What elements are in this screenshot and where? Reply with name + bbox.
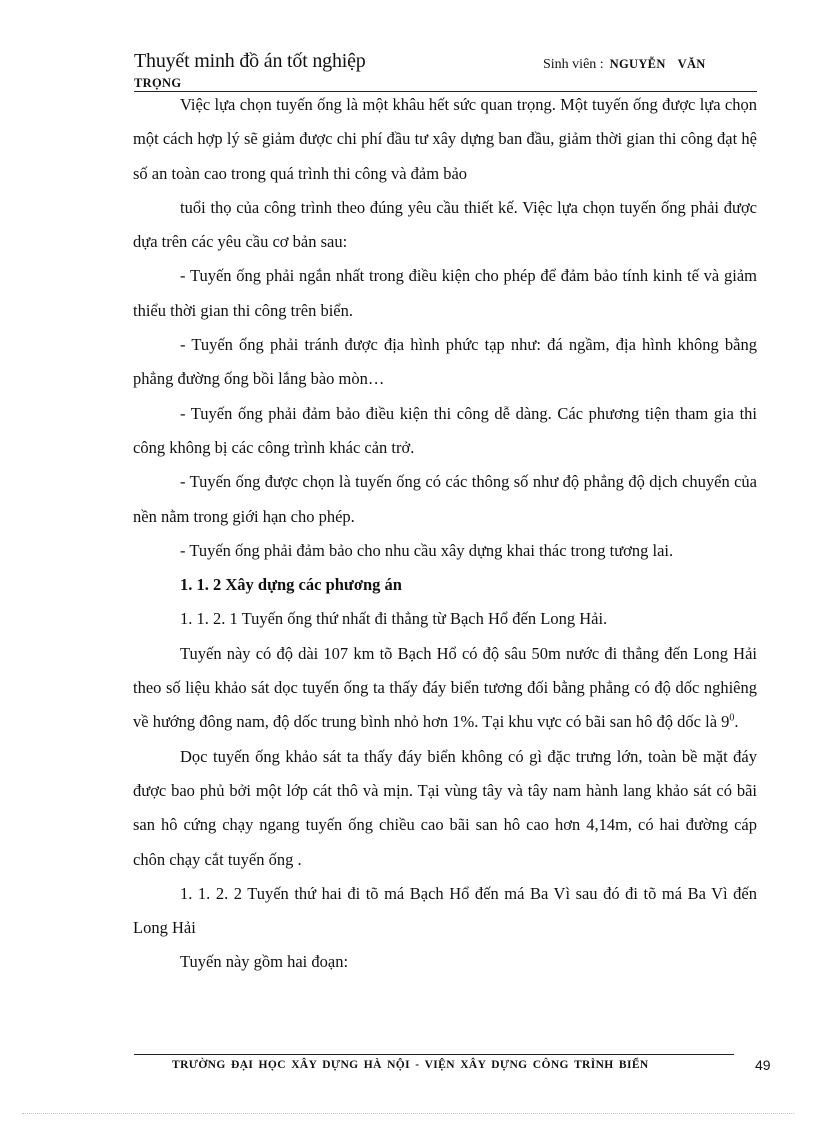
paragraph: - Tuyến ống phải tránh được địa hình phức tạp như: đá ngầm, địa hình không bằng phẳng đường ống bồi lắng bào mòn…: [133, 335, 757, 389]
footer-divider: [134, 1054, 734, 1055]
option1-text: Tuyến này có độ dài 107 km tõ Bạch Hổ có độ sâu 50m nước đi thẳng đến Long Hải theo số liệu khảo sát dọc tuyến ống ta thấy đáy biển tương đối bằng phẳng có độ dốc nghiêng về hướng đông nam, độ dốc trung bình nhỏ hơn 1%. Tại khu vực có bãi san hô độ dốc là 9: [133, 643, 757, 732]
student-name-continuation: TRỌNG: [134, 76, 182, 90]
page-edge-dotted-line: [22, 1113, 794, 1114]
header-student: [543, 57, 706, 73]
page-number: 49: [755, 1057, 771, 1073]
option1-heading: 1. 1. 2. 1 Tuyến ống thứ nhất đi thẳng từ Bạch Hổ đến Long Hải.: [180, 609, 608, 629]
option1-paragraph-2: Dọc tuyến ống khảo sát ta thấy đáy biển không có gì đặc trưng lớn, toàn bề mặt đáy được bao phủ bởi một lớp cát thô và mịn. Tại vùng tây và tây nam hành lang khảo sát có bãi san hô cứng chạy ngang tuyến ống chiều cao bãi san hô cao hơn 4,14m, có hai đường cáp chôn chạy cắt tuyến ống .: [133, 746, 757, 869]
paragraph: Việc lựa chọn tuyến ống là một khâu hết sức quan trọng. Một tuyến ống được lựa chọn một cách hợp lý sẽ giảm được chi phí đầu tư xây dựng ban đầu, giảm thời gian thi công đạt hệ số an toàn cao trong quá trình thi công và đảm bảo: [133, 95, 757, 183]
degree-superscript: 0: [729, 712, 735, 724]
option2-heading: 1. 1. 2. 2 Tuyến thứ hai đi tõ má Bạch Hổ đến má Ba Vì sau đó đi tõ má Ba Vì đến Long Hải: [133, 883, 757, 938]
student-name-second: VĂN: [677, 57, 706, 71]
footer-institution: TRƯỜNG ĐẠI HỌC XÂY DỰNG HÀ NỘI - VIỆN XÂY DỰNG CÔNG TRÌNH BIỂN: [172, 1059, 649, 1071]
option1-text-end: .: [734, 712, 739, 732]
paragraph: - Tuyến ống phải đảm bảo điều kiện thi công dễ dàng. Các phương tiện tham gia thi công không bị các công trình khác cản trở.: [133, 403, 757, 457]
student-label: Sinh viên :: [543, 57, 604, 72]
paragraph: - Tuyến ống phải đảm bảo cho nhu cầu xây dựng khai thác trong tương lai.: [180, 540, 674, 560]
document-body: [133, 88, 757, 980]
paragraph: tuổi thọ của công trình theo đúng yêu cầu thiết kế. Việc lựa chọn tuyến ống phải được dựa trên các yêu cầu cơ bản sau:: [133, 197, 757, 252]
option1-paragraph: [133, 637, 757, 740]
paragraph: - Tuyến ống được chọn là tuyến ống có các thông số như độ phẳng độ dịch chuyển của nền nằm trong giới hạn cho phép.: [133, 472, 757, 526]
student-name: [610, 57, 706, 71]
section-heading: 1. 1. 2 Xây dựng các phương án: [180, 575, 402, 595]
paragraph: - Tuyến ống phải ngắn nhất trong điều kiện cho phép để đảm bảo tính kinh tế và giảm thiểu thời gian thi công trên biển.: [133, 266, 757, 320]
option2-paragraph: Tuyến này gồm hai đoạn:: [180, 952, 349, 972]
student-name-first: NGUYỄN: [609, 57, 666, 71]
header-title: Thuyết minh đồ án tốt nghiệp: [134, 50, 366, 72]
